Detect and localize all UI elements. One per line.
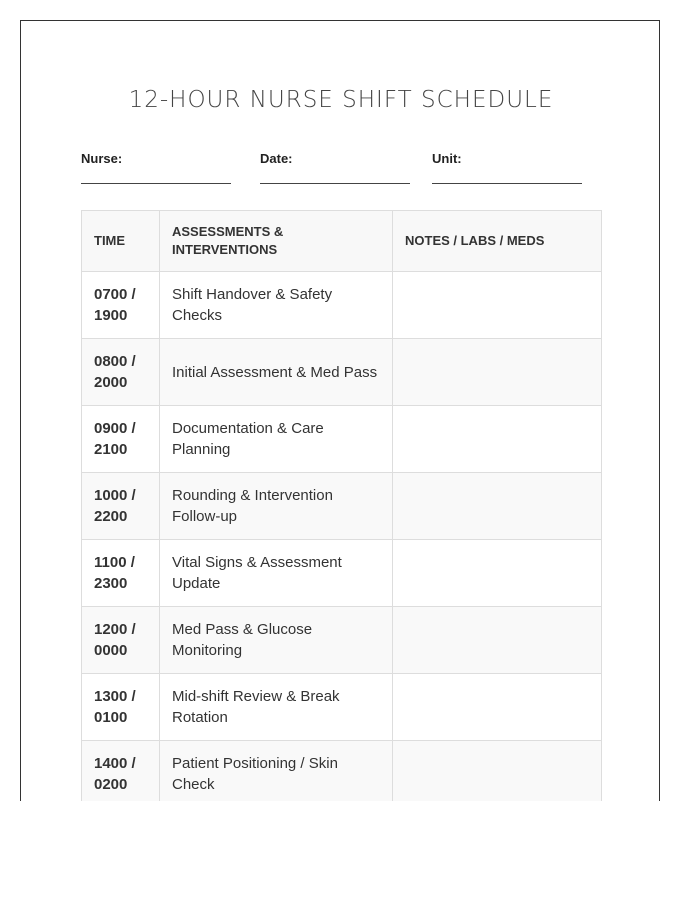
table-row	[82, 272, 602, 339]
time-cell: 0700 / 1900	[82, 272, 160, 339]
activity-cell: Rounding & Intervention Follow-up	[160, 473, 393, 540]
time-cell: 0800 / 2000	[82, 339, 160, 406]
nurse-field-line[interactable]	[81, 183, 231, 184]
activity-cell: Mid-shift Review & Break Rotation	[160, 674, 393, 741]
notes-cell[interactable]	[393, 607, 602, 674]
table-header-row	[82, 211, 602, 272]
notes-cell[interactable]	[393, 674, 602, 741]
time-cell: 0900 / 2100	[82, 406, 160, 473]
table-row	[82, 540, 602, 607]
header-assessments: ASSESSMENTS & INTERVENTIONS	[160, 211, 393, 272]
shift-schedule-table	[81, 210, 602, 801]
table-row	[82, 339, 602, 406]
activity-cell: Shift Handover & Safety Checks	[160, 272, 393, 339]
schedule-sheet	[20, 20, 660, 801]
unit-field[interactable]	[432, 151, 582, 184]
table-row	[82, 741, 602, 802]
notes-cell[interactable]	[393, 540, 602, 607]
activity-cell: Vital Signs & Assessment Update	[160, 540, 393, 607]
header-time: TIME	[82, 211, 160, 272]
date-field[interactable]	[260, 151, 410, 184]
time-cell: 1000 / 2200	[82, 473, 160, 540]
notes-cell[interactable]	[393, 406, 602, 473]
time-cell: 1400 / 0200	[82, 741, 160, 802]
activity-cell: Initial Assessment & Med Pass	[160, 339, 393, 406]
notes-cell[interactable]	[393, 339, 602, 406]
date-field-label: Date:	[260, 151, 293, 166]
notes-cell[interactable]	[393, 741, 602, 802]
notes-cell[interactable]	[393, 473, 602, 540]
unit-field-label: Unit:	[432, 151, 462, 166]
activity-cell: Med Pass & Glucose Monitoring	[160, 607, 393, 674]
activity-cell: Documentation & Care Planning	[160, 406, 393, 473]
nurse-field[interactable]	[81, 151, 231, 184]
table-row	[82, 406, 602, 473]
unit-field-line[interactable]	[432, 183, 582, 184]
nurse-field-label: Nurse:	[81, 151, 123, 166]
table-row	[82, 674, 602, 741]
header-notes: NOTES / LABS / MEDS	[393, 211, 602, 272]
time-cell: 1200 / 0000	[82, 607, 160, 674]
table-row	[82, 473, 602, 540]
time-cell: 1300 / 0100	[82, 674, 160, 741]
table-row	[82, 607, 602, 674]
notes-cell[interactable]	[393, 272, 602, 339]
page-title: 12-HOUR NURSE SHIFT SCHEDULE	[128, 87, 554, 113]
activity-cell: Patient Positioning / Skin Check	[160, 741, 393, 802]
date-field-line[interactable]	[260, 183, 410, 184]
time-cell: 1100 / 2300	[82, 540, 160, 607]
